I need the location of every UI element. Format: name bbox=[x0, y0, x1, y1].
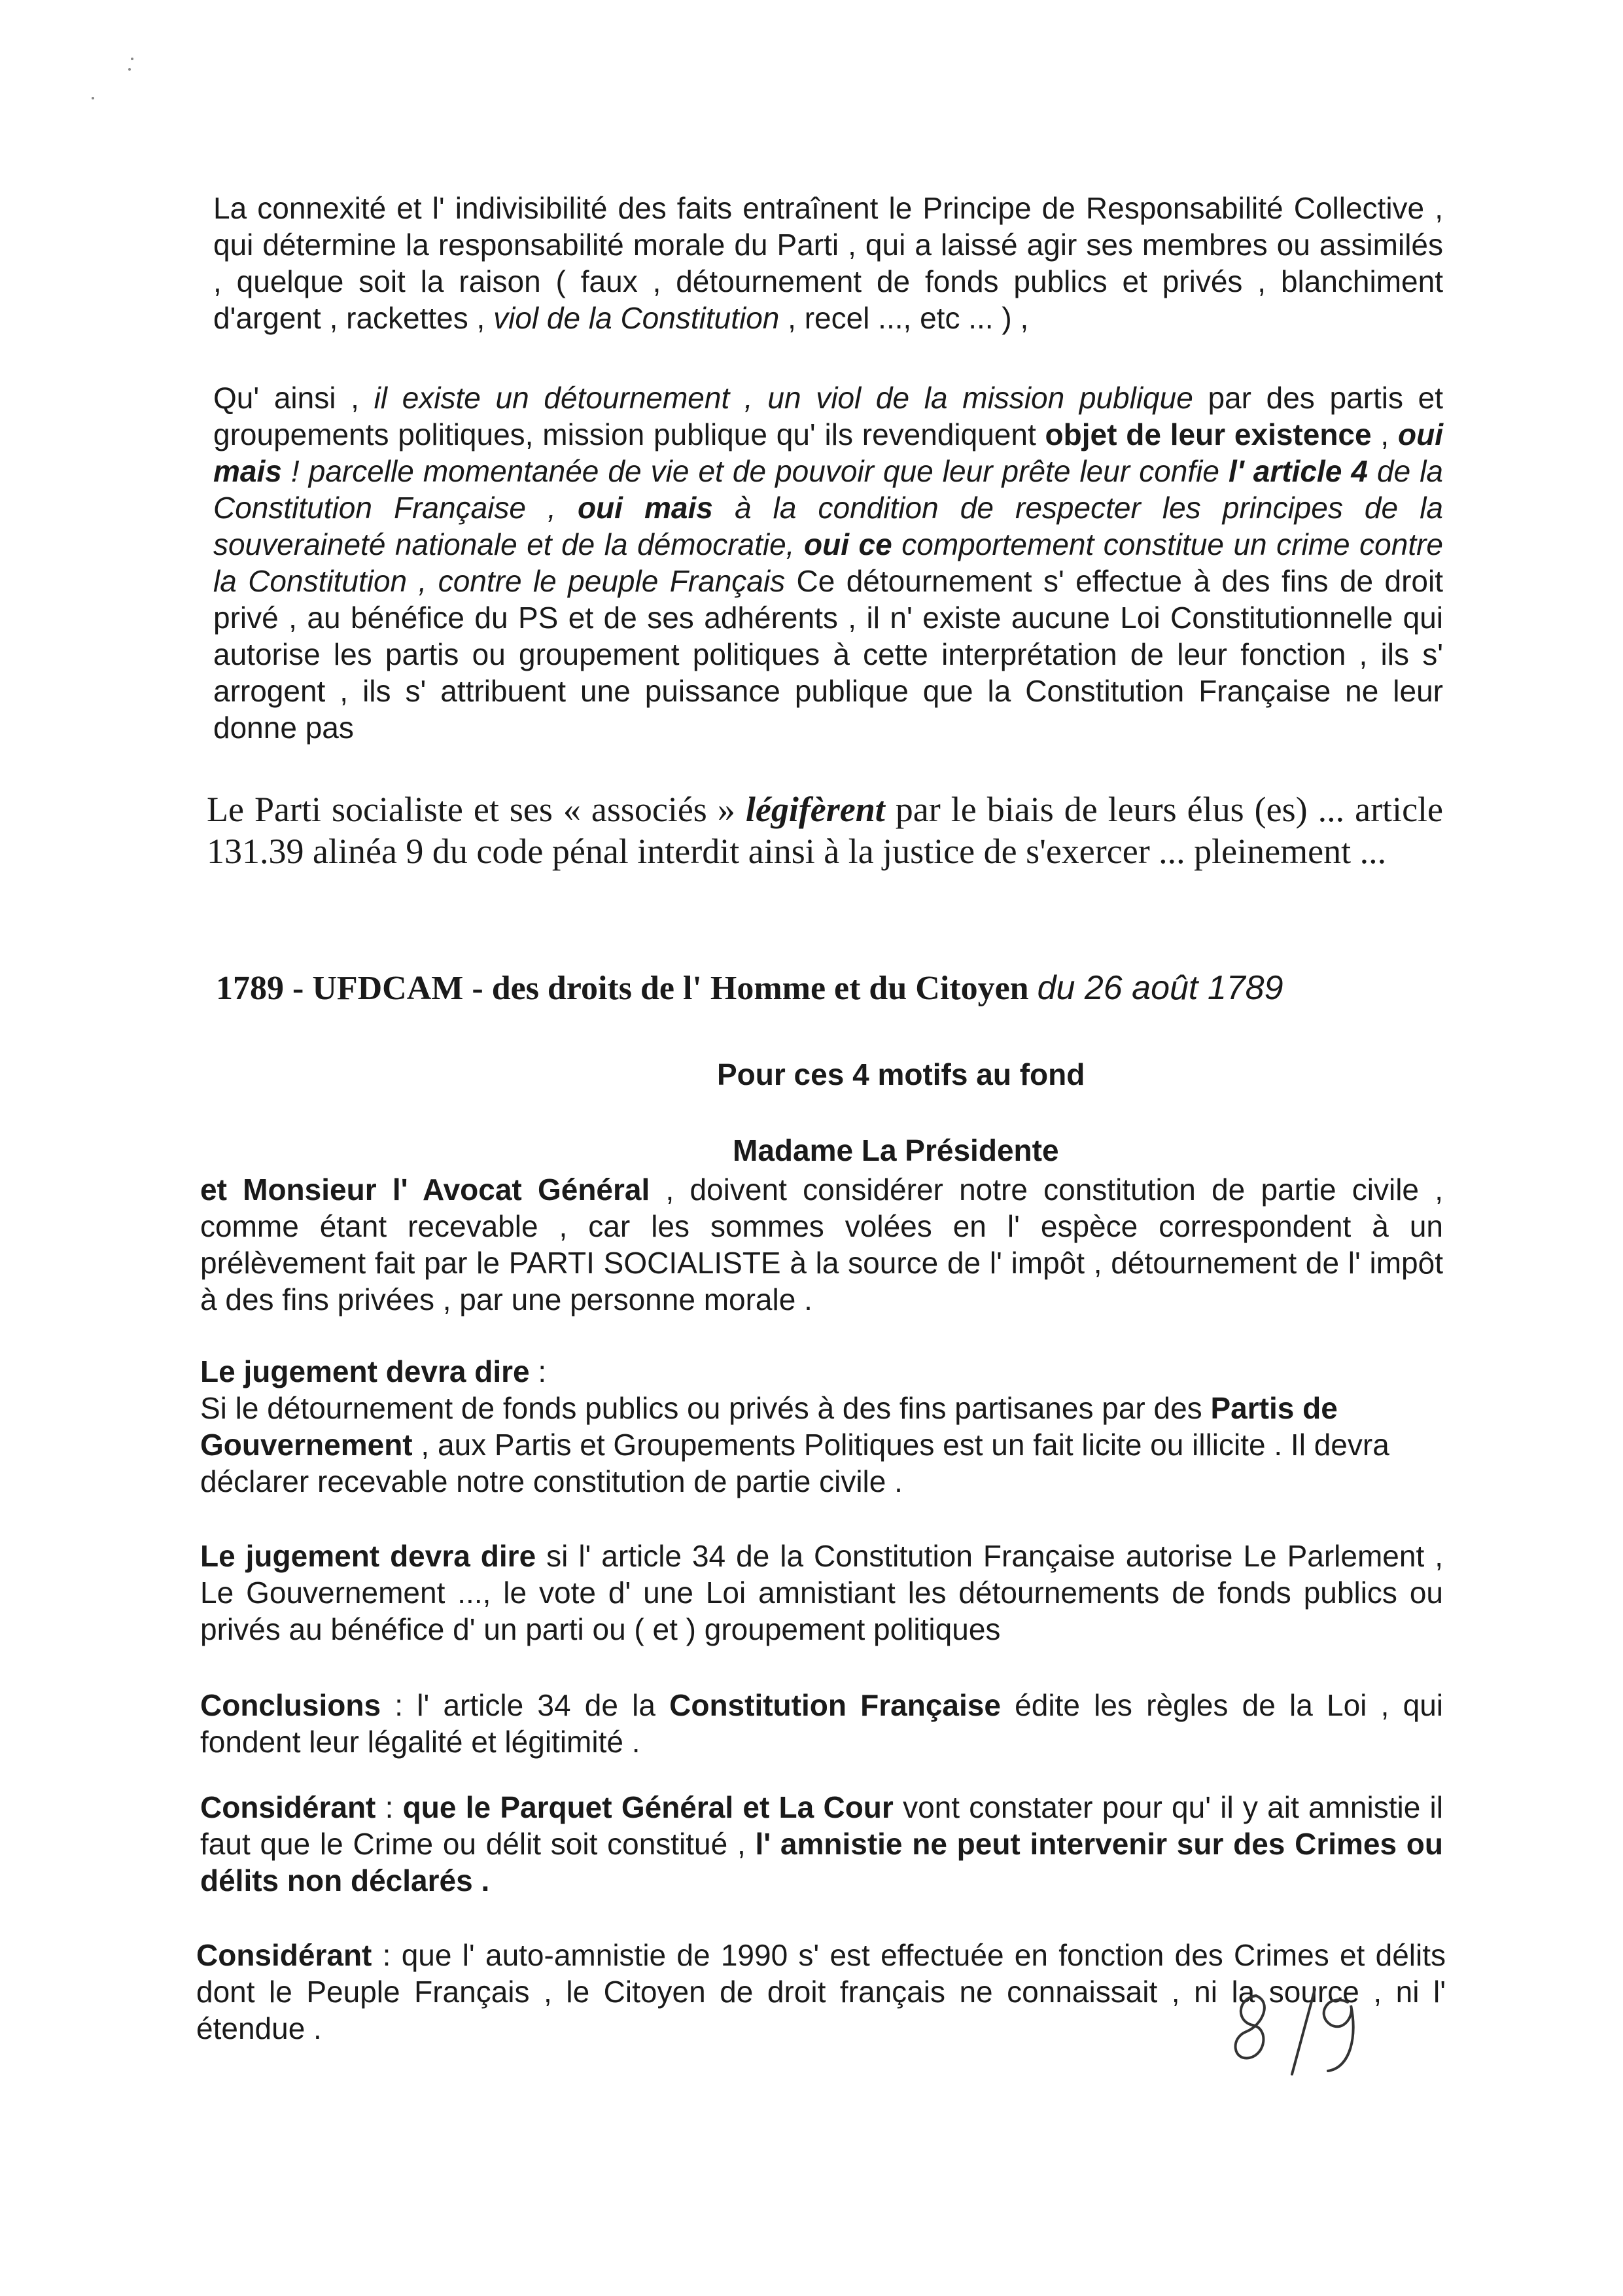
paragraph-parti-socialiste bbox=[207, 788, 1443, 872]
text-run: comportement constitue un crime contre la Constitution , contre le peuple Français bbox=[213, 527, 1443, 598]
text-run: Si le détournement de fonds publics ou privés à des fins partisanes par des bbox=[200, 1391, 1211, 1425]
text-run: , recel ..., etc ... ) , bbox=[779, 301, 1029, 335]
text-run: : l' article 34 de la bbox=[381, 1688, 670, 1722]
text-run: l' article 4 bbox=[1229, 454, 1368, 488]
text-run: Le jugement devra dire bbox=[200, 1539, 536, 1573]
text-run: viol de la Constitution bbox=[493, 301, 780, 335]
text-run: l' amnistie ne peut intervenir sur des Crimes ou délits non déclarés . bbox=[200, 1827, 1443, 1898]
text-run: : bbox=[375, 1790, 403, 1824]
text-run: et Monsieur l' Avocat Général bbox=[200, 1173, 650, 1207]
text-run: vont constater pour qu' il y ait amnistie il faut que le Crime ou délit soit constitué , bbox=[200, 1790, 1444, 1861]
text-run: Constitution Française bbox=[669, 1688, 1001, 1722]
text-run: si l' article 34 de la Constitution Française autorise Le Parlement , Le Gouvernement ..., le vote d' une Loi amnistiant les détournements de fonds publics ou privés au bénéfice d' un parti ou ( et ) groupement politiques bbox=[200, 1539, 1443, 1646]
text-run: Le jugement devra dire bbox=[200, 1354, 530, 1388]
paragraph-detournement bbox=[213, 380, 1443, 746]
heading-bold: 1789 - UFDCAM - des droits de l' Homme et du Citoyen bbox=[216, 970, 1029, 1007]
text-run: oui ce bbox=[804, 527, 892, 561]
motifs-line: Pour ces 4 motifs au fond bbox=[717, 1057, 1085, 1091]
text-run: Conclusions bbox=[200, 1688, 381, 1722]
text-run: oui mais bbox=[577, 491, 713, 525]
text-run: , bbox=[1371, 417, 1399, 451]
paragraph-jugement-1 bbox=[200, 1353, 1443, 1500]
text-run: , aux Partis et Groupements Politiques est un fait licite ou illicite . Il devra déclarer recevable notre constitution de partie civile . bbox=[200, 1428, 1389, 1498]
paragraph-conclusions bbox=[200, 1687, 1443, 1760]
paragraph-considerant-1 bbox=[200, 1789, 1443, 1899]
scan-speck bbox=[92, 97, 94, 99]
text-run: Ce détournement s' effectue à des fins de droit privé , au bénéfice du PS et de ses adhérents , il n' existe aucune Loi Constitutionnelle qui autorise les partis ou groupement politiques à cette interprétation de leur fonction , ils s' arrogent , ils s' attribuent une puissance publique que la Constitution Française ne leur donne pas bbox=[213, 564, 1443, 745]
text-run: Partis de Gouvernement bbox=[200, 1391, 1338, 1462]
text-run: de la Constitution Française , bbox=[213, 454, 1443, 525]
text-run: oui mais bbox=[213, 417, 1443, 488]
address-line: Madame La Présidente bbox=[733, 1133, 1059, 1167]
text-run: Qu' ainsi , bbox=[213, 381, 374, 415]
text-run: : que l' auto-amnistie de 1990 s' est effectuée en fonction des Crimes et délits dont le Peuple Français , le Citoyen de droit français ne connaissait , ni la source , ni l' étendue . bbox=[196, 1938, 1446, 2045]
text-run: , doivent considérer notre constitution de partie civile , comme étant recevable , car les sommes volées en l' espèce correspondent à un prélèvement fait par le PARTI SOCIALISTE à la source de l' impôt , détournement de l' impôt à des fins privées , par une personne morale . bbox=[200, 1173, 1443, 1316]
scan-speck bbox=[128, 68, 131, 71]
text-run: : bbox=[529, 1354, 547, 1388]
text-run: édite les règles de la Loi , qui fondent leur légalité et légitimité . bbox=[200, 1688, 1443, 1759]
handwritten-page-number bbox=[1217, 1976, 1374, 2087]
paragraph-responsabilite bbox=[213, 190, 1443, 336]
section-heading bbox=[216, 967, 1459, 1010]
paragraph-avocat-general bbox=[200, 1171, 1443, 1318]
text-run: légifèrent bbox=[745, 790, 885, 829]
text-run: Considérant bbox=[196, 1938, 372, 1972]
text-run: La connexité et l' indivisibilité des faits entraînent le Principe de Responsabilité Collective , qui détermine la responsabilité morale du Parti , qui a laissé agir ses membres ou assimilés , quelque soit la raison ( faux , détournement de fonds publics et privés , blanchiment d'argent , rackettes , bbox=[213, 191, 1443, 335]
text-run: il existe un détournement , un viol de la mission publique bbox=[374, 381, 1193, 415]
text-run: par des partis et groupements politiques, mission publique qu' ils revendiquent bbox=[213, 381, 1444, 451]
text-run: que le Parquet Général et La Cour bbox=[402, 1790, 894, 1824]
scan-speck bbox=[131, 58, 133, 60]
paragraph-jugement-2 bbox=[200, 1538, 1443, 1648]
text-run: à la condition de respecter les principes de la souveraineté nationale et de la démocratie, bbox=[213, 491, 1443, 561]
text-run: Considérant bbox=[200, 1790, 376, 1824]
text-run: ! parcelle momentanée de vie et de pouvoir que leur prête leur confie bbox=[281, 454, 1229, 488]
text-run: objet de leur existence bbox=[1045, 417, 1372, 451]
heading-date: du 26 août 1789 bbox=[1037, 969, 1283, 1007]
text-run: Le Parti socialiste et ses « associés » bbox=[207, 790, 746, 829]
text-run: par le biais de leurs élus (es) ... article 131.39 alinéa 9 du code pénal interdit ainsi à la justice de s'exercer ... pleinement ... bbox=[207, 790, 1444, 871]
